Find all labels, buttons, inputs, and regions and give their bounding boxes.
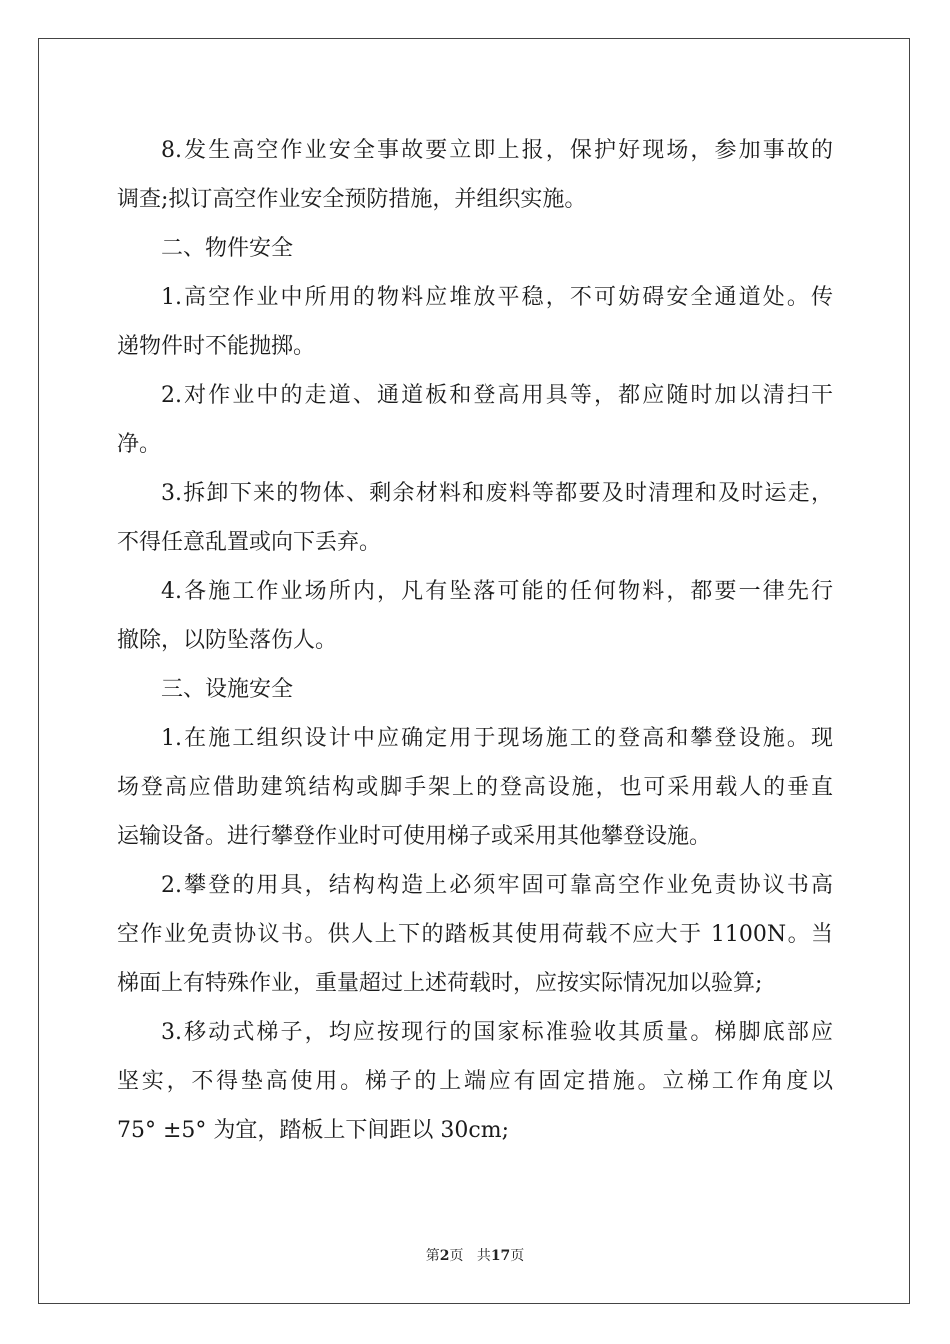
text-line: 调查;拟订高空作业安全预防措施，并组织实施。: [117, 187, 587, 212]
text-line: 75° ±5° 为宜，踏板上下间距以 30cm;: [117, 1118, 509, 1143]
text-line: 梯面上有特殊作业，重量超过上述荷载时，应按实际情况加以验算;: [117, 971, 763, 996]
text-line: 不得任意乱置或向下丢弃。: [117, 530, 382, 555]
text-line: 撤除，以防坠落伤人。: [117, 628, 338, 653]
text-line: 8.发生高空作业安全事故要立即上报，保护好现场，参加事故的: [161, 138, 833, 163]
footer-page-number: 2: [439, 1248, 450, 1264]
text-line: 递物件时不能抛掷。: [117, 334, 316, 359]
text-line: 3.移动式梯子，均应按现行的国家标准验收其质量。梯脚底部应: [161, 1020, 833, 1045]
text-line: 空作业免责协议书。供人上下的踏板其使用荷载不应大于 1100N。当: [117, 922, 833, 947]
footer-total-prefix: 共: [476, 1248, 491, 1264]
document-body: [117, 126, 833, 1155]
text-line: 场登高应借助建筑结构或脚手架上的登高设施，也可采用载人的垂直: [117, 775, 833, 800]
text-line: 二、物件安全: [161, 236, 294, 261]
text-line: 坚实，不得垫高使用。梯子的上端应有固定措施。立梯工作角度以: [117, 1069, 833, 1094]
footer-page-suffix: 页: [449, 1248, 464, 1264]
footer-total-pages: 17: [490, 1248, 511, 1264]
text-line: 2.对作业中的走道、通道板和登高用具等，都应随时加以清扫干: [161, 383, 833, 408]
text-line: 3.拆卸下来的物体、剩余材料和废料等都要及时清理和及时运走，: [161, 481, 833, 506]
footer-page-prefix: 第: [425, 1248, 440, 1264]
text-line: 1.高空作业中所用的物料应堆放平稳，不可妨碍安全通道处。传: [161, 285, 833, 310]
text-line: 净。: [117, 432, 162, 457]
footer-total-suffix: 页: [510, 1248, 525, 1264]
page-footer: [0, 1245, 950, 1265]
text-line: 运输设备。进行攀登作业时可使用梯子或采用其他攀登设施。: [117, 824, 712, 849]
text-line: 2.攀登的用具，结构构造上必须牢固可靠高空作业免责协议书高: [161, 873, 833, 898]
text-line: 4.各施工作业场所内，凡有坠落可能的任何物料，都要一律先行: [161, 579, 833, 604]
text-line: 1.在施工组织设计中应确定用于现场施工的登高和攀登设施。现: [161, 726, 833, 751]
text-line: 三、设施安全: [161, 677, 294, 702]
